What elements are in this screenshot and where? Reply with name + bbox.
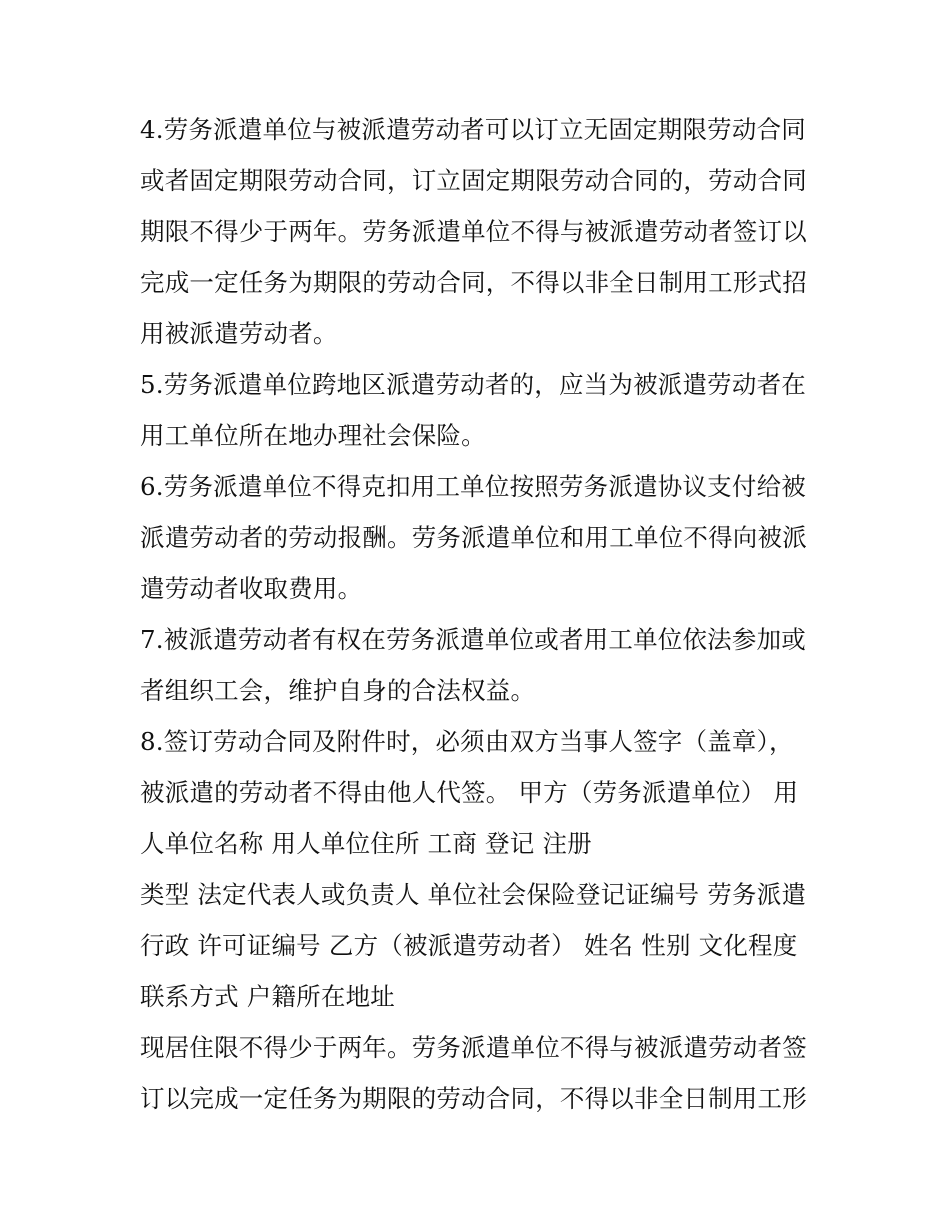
text-line: 人单位名称 用人单位住所 工商 登记 注册	[140, 829, 592, 858]
text-line: 者组织工会，维护自身的合法权益。	[140, 676, 536, 705]
text-line: 类型 法定代表人或负责人 单位社会保险登记证编号 劳务派遣	[140, 880, 807, 909]
text-line: 期限不得少于两年。劳务派遣单位不得与被派遣劳动者签订以	[140, 217, 807, 246]
text-line: 完成一定任务为期限的劳动合同，不得以非全日制用工形式招	[140, 268, 807, 297]
text-line: 被派遣的劳动者不得由他人代签。 甲方（劳务派遣单位） 用	[140, 778, 799, 807]
text-line: 用被派遣劳动者。	[140, 319, 338, 348]
text-line: 现居住限不得少于两年。劳务派遣单位不得与被派遣劳动者签	[140, 1033, 807, 1062]
text-line: 7.被派遣劳动者有权在劳务派遣单位或者用工单位依法参加或	[140, 625, 806, 654]
text-line: 用工单位所在地办理社会保险。	[140, 421, 486, 450]
text-line: 联系方式 户籍所在地址	[140, 982, 395, 1011]
text-line: 行政 许可证编号 乙方（被派遣劳动者） 姓名 性别 文化程度	[140, 931, 798, 960]
text-line: 6.劳务派遣单位不得克扣用工单位按照劳务派遣协议支付给被	[140, 472, 806, 501]
text-line: 5.劳务派遣单位跨地区派遣劳动者的，应当为被派遣劳动者在	[140, 370, 806, 399]
text-line: 或者固定期限劳动合同，订立固定期限劳动合同的，劳动合同	[140, 166, 807, 195]
text-line: 订以完成一定任务为期限的劳动合同，不得以非全日制用工形	[140, 1084, 807, 1113]
text-line: 4.劳务派遣单位与被派遣劳动者可以订立无固定期限劳动合同	[140, 115, 806, 144]
text-line: 遣劳动者收取费用。	[140, 574, 363, 603]
document-body	[140, 108, 820, 1128]
text-line: 8.签订劳动合同及附件时，必须由双方当事人签字（盖章），	[140, 727, 794, 756]
text-line: 派遣劳动者的劳动报酬。劳务派遣单位和用工单位不得向被派	[140, 523, 807, 552]
